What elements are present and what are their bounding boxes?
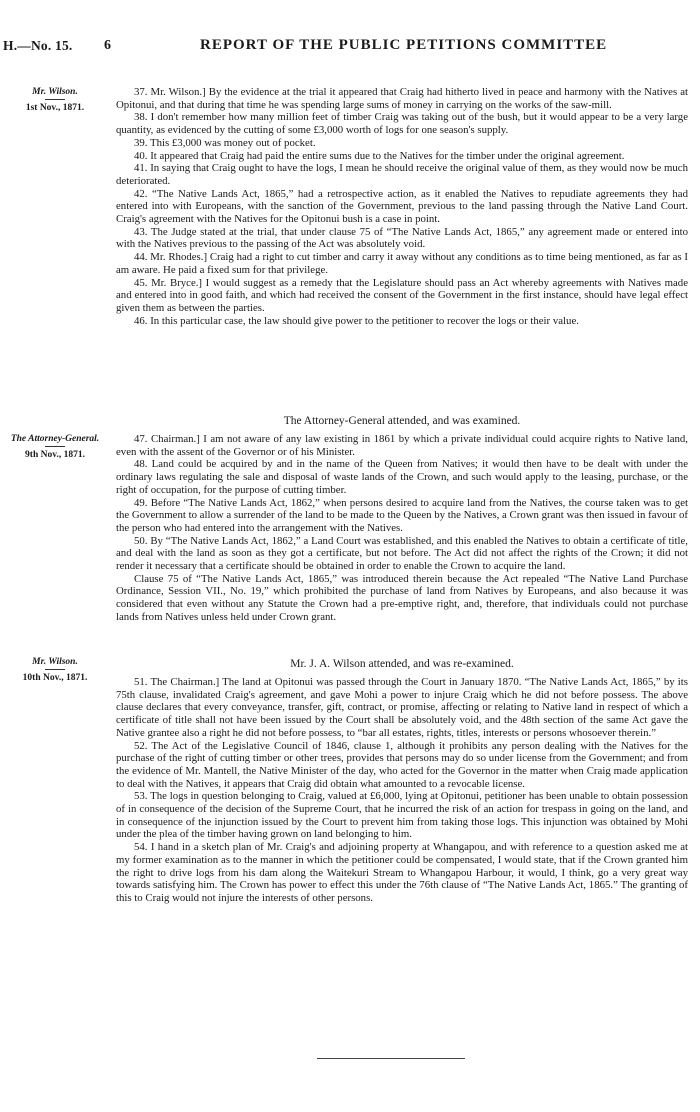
page-number: 6: [104, 38, 111, 53]
paragraph-54: 54. I hand in a sketch plan of Mr. Craig's and adjoining property at Whangapou, and with reference to a question asked me at my former examination as to the manner in which the petitioner could be compensated, I would state, that if the Crown granted him the right to drive logs from his dam along the Waitekuri Stream to Whangapou Harbour, it would, I think, go a very great way towards satisfying him. The Crown has power to effect this under the 76th clause of “The Native Lands Act, 1865.” The granting of this to Craig would not injure the interests of other persons.: [116, 841, 688, 904]
evidence-section-attorney-general: [116, 433, 688, 624]
margin-note-witness-3: [0, 656, 110, 684]
paragraph-43: 43. The Judge stated at the trial, that under clause 75 of “The Native Lands Act, 1865,” any agreement made or entered into with the Natives previous to the passing of the Act was absolutely void.: [116, 225, 688, 251]
page-header: [0, 38, 700, 60]
paragraph-46: 46. In this particular case, the law should give power to the petitioner to recover the logs or their value.: [134, 314, 579, 327]
paper-reference: H.—No. 15.: [3, 38, 73, 53]
margin-divider: [45, 669, 65, 670]
evidence-section-wilson-1: [116, 86, 688, 327]
section-heading-wilson: Mr. J. A. Wilson attended, and was re-examined.: [290, 658, 514, 670]
paragraph-38: 38. I don't remember how many million feet of timber Craig was taking out of the bush, but it would appear to be a very large quantity, as evidenced by the cutting of some £3,000 worth of logs for one season's supply.: [116, 111, 688, 137]
margin-witness-name: The Attorney-General.: [10, 434, 100, 444]
paragraph-45: 45. Mr. Bryce.] I would suggest as a remedy that the Legislature should pass an Act whereby agreements with Natives made and entered into in good faith, and which had received the consent of the Government in the first instance, should have legal effect given them as between the parties.: [116, 276, 688, 314]
paragraph-37: 37. Mr. Wilson.] By the evidence at the trial it appeared that Craig had hitherto lived in peace and harmony with the Natives at Opitonui, and that during that time he was spending large sums of money in carrying on the works of the saw-mill.: [116, 86, 688, 111]
margin-divider: [45, 99, 65, 100]
paragraph-50: 50. By “The Native Lands Act, 1862,” a Land Court was established, and this enabled the Natives to obtain a certificate of title, and deal with the land as soon as they got a certificate, but not before. The Act did not affect the rights of the Crown; it did not render it necessary that a certificate should be obtained in order to enable the Crown to acquire the land.: [116, 534, 688, 573]
margin-note-witness-2: [0, 433, 110, 461]
margin-witness-name: Mr. Wilson.: [32, 87, 78, 97]
section-heading-attorney-general: The Attorney-General attended, and was examined.: [283, 415, 521, 427]
paragraph-41: 41. In saying that Craig ought to have the logs, I mean he should receive the original value of them, as they would now be much deteriorated.: [116, 162, 688, 187]
paragraph-49: 49. Before “The Native Lands Act, 1862,” when persons desired to acquire land from the Natives, the course taken was to get the Government to allow a surrender of the land to be made to the Queen by the Natives, a Crown grant was then issued in favour of the person who had entered into the arrangement with the Natives.: [116, 496, 688, 534]
paragraph-40: 40. It appeared that Craig had paid the entire sums due to the Natives for the timber under the original agreement.: [134, 149, 625, 162]
paragraph-clause-75: Clause 75 of “The Native Lands Act, 1865,” was introduced therein because the Act repealed “The Native Land Purchase Ordinance, Session VII., No. 19,” which prohibited the purchase of land from Natives by Europeans, and also because it was considered that even without any Statute the Crown had a pre-emptive right, and, therefore, that individuals could not purchase lands from Natives unless held under Crown grant.: [116, 572, 688, 623]
paragraph-47: 47. Chairman.] I am not aware of any law existing in 1861 by which a private individual could acquire rights to Native land, even with the assent of the Governor or of his Minister.: [116, 433, 688, 458]
margin-divider: [45, 446, 65, 447]
margin-date: 10th Nov., 1871.: [22, 673, 88, 683]
paragraph-44: 44. Mr. Rhodes.] Craig had a right to cut timber and carry it away without any conditions as to time being mentioned, as far as I am aware. He paid a fixed sum for that privilege.: [116, 251, 688, 276]
paragraph-42: 42. “The Native Lands Act, 1865,” had a retrospective action, as it enabled the Natives to repudiate agreements they had entered into with Europeans, with the sanction of the Government, previous to the land passing through the Native Land Court. Craig's agreement with the Natives for the Opitonui bush is a case in point.: [116, 187, 688, 226]
paragraph-48: 48. Land could be acquired by and in the name of the Queen from Natives; it would then have to be dealt with under the ordinary laws regulating the sale and disposal of waste lands of the Crown, and such would apply to the leasing, purchase, or the right of occupation, for the purpose of cutting timber.: [116, 458, 688, 496]
end-rule: [317, 1058, 465, 1059]
paragraph-39: 39. This £3,000 was money out of pocket.: [134, 136, 316, 149]
margin-witness-name: Mr. Wilson.: [32, 657, 78, 667]
margin-note-witness-1: [0, 86, 110, 114]
page-title: REPORT OF THE PUBLIC PETITIONS COMMITTEE: [200, 37, 608, 53]
paragraph-53: 53. The logs in question belonging to Craig, valued at £6,000, lying at Opitonui, petitioner has been unable to obtain possession of in consequence of the decision of the Supreme Court, that he incurred the risk of an action for trespass in going on the land, and in consequence of the injunction issued by the Court to prevent him from taking those logs. This injunction was obtained by Mohi under the plea of the timber having grown on land belonging to him.: [116, 790, 688, 841]
margin-date: 1st Nov., 1871.: [25, 103, 85, 113]
evidence-section-wilson-2: [116, 676, 688, 905]
paragraph-51: 51. The Chairman.] The land at Opitonui was passed through the Court in January 1870. “The Native Lands Act, 1865,” by its 75th clause, invalidated Craig's agreement, and gave Mohi a power to injure Craig which he did not before possess. The above clause declares that every conveyance, transfer, gift, contract, or promise, affecting or relating to Native land in respect of which a certificate of title shall not have been issued by the Court shall be absolutely void, and the 48th section of the same Act gave the Native grantee also a right he did not before possess, to “bar all estates, rights, titles, interests or persons whosoever therein.”: [116, 676, 688, 739]
paragraph-52: 52. The Act of the Legislative Council of 1846, clause 1, although it prohibits any person dealing with the Natives for the purchase of the right of cutting timber or other trees, provides that persons may do so under license from the Government; and from the evidence of Mr. Mantell, the Native Minister of the day, who acted for the Governor in the matter when Craig made application to deal with the Natives, it appears that Craig did obtain what amounted to a revocable license.: [116, 739, 688, 790]
margin-date: 9th Nov., 1871.: [25, 450, 85, 460]
